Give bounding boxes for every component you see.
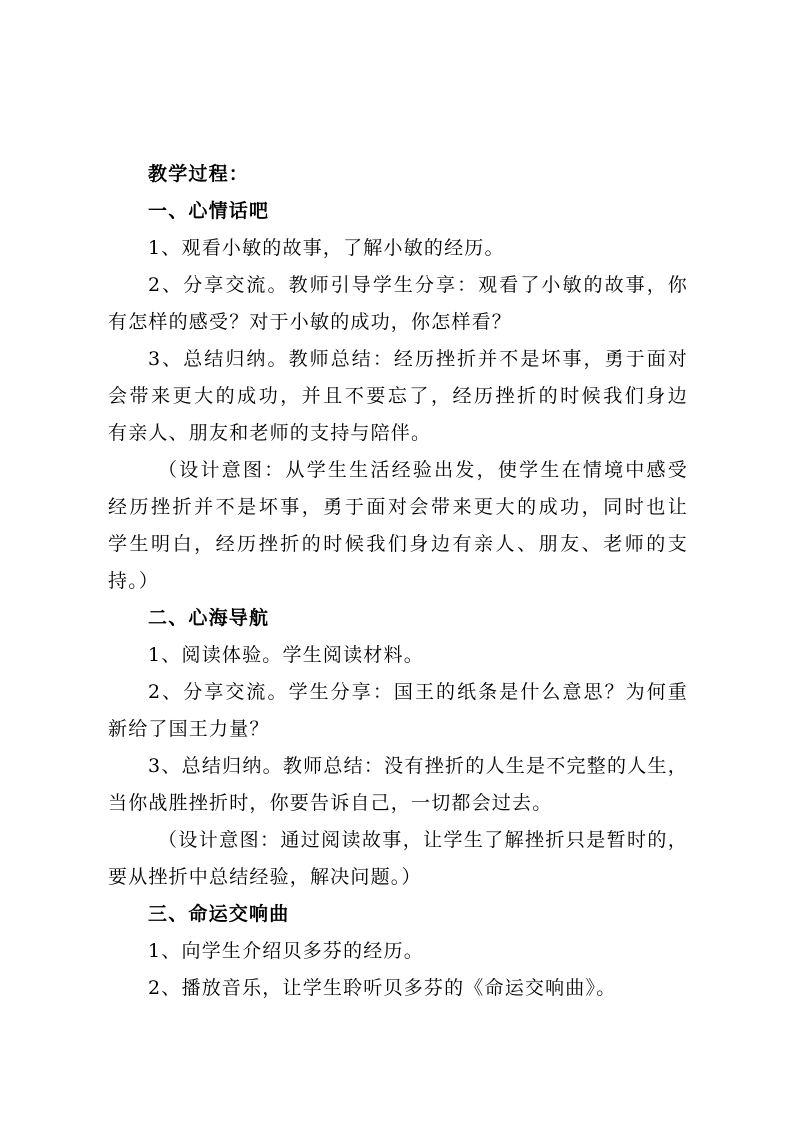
section-heading: 二、心海导航 (148, 607, 270, 629)
paragraph-line: 当你战胜挫折时，你要告诉自己，一切都会过去。 (108, 792, 553, 814)
paragraph-line: 2、播放音乐，让学生聆听贝多芬的《命运交响曲》。 (148, 977, 617, 999)
paragraph-line: 2、分享交流。学生分享：国王的纸条是什么意思？为何重 (148, 681, 688, 703)
paragraph-line: 1、阅读体验。学生阅读材料。 (148, 644, 424, 666)
section-heading: 三、命运交响曲 (148, 903, 290, 925)
section-3 (108, 896, 688, 1007)
section-2 (108, 600, 688, 896)
paragraph-line: 经历挫折并不是坏事，勇于面对会带来更大的成功，同时也让 (108, 496, 688, 518)
section-heading: 一、心情话吧 (148, 200, 270, 222)
paragraph-line: 新给了国王力量？ (108, 718, 270, 740)
paragraph-line: 有亲人、朋友和老师的支持与陪伴。 (108, 422, 432, 444)
paragraph-line: 要从挫折中总结经验，解决问题。） (108, 866, 422, 888)
paragraph-line: 1、观看小敏的故事，了解小敏的经历。 (148, 237, 505, 259)
section-1 (108, 193, 688, 600)
paragraph-line: 3、总结归纳。教师总结：没有挫折的人生是不完整的人生， (148, 755, 688, 777)
paragraph-line: （设计意图：通过阅读故事，让学生了解挫折只是暂时的， (158, 829, 688, 851)
paragraph-line: 3、总结归纳。教师总结：经历挫折并不是坏事，勇于面对 (148, 348, 688, 370)
paragraph-line: 2、分享交流。教师引导学生分享：观看了小敏的故事，你 (148, 274, 688, 296)
paragraph-line: 1、向学生介绍贝多芬的经历。 (148, 940, 424, 962)
paragraph-line: 有怎样的感受？对于小敏的成功，你怎样看？ (108, 311, 513, 333)
paragraph-line: 会带来更大的成功，并且不要忘了，经历挫折的时候我们身边 (108, 385, 688, 407)
paragraph-line: 学生明白，经历挫折的时候我们身边有亲人、朋友、老师的支 (108, 533, 688, 555)
document-page (108, 156, 688, 1007)
page-title: 教学过程： (148, 163, 250, 185)
paragraph-line: （设计意图：从学生生活经验出发，使学生在情境中感受 (158, 459, 688, 481)
paragraph-line: 持。） (108, 570, 160, 592)
